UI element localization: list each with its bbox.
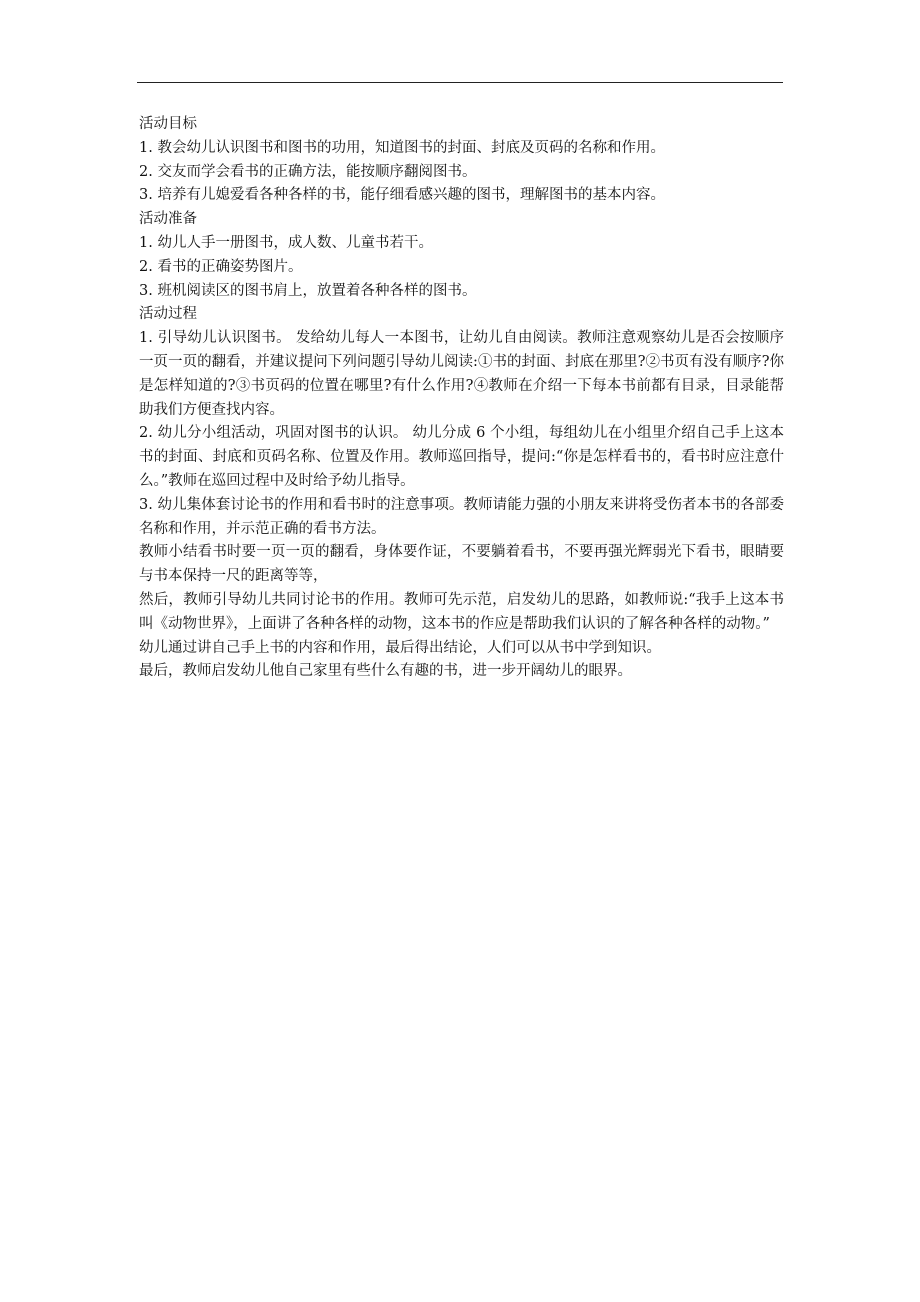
goal-item-2: 2. 交友而学会看书的正确方法，能按顺序翻阅图书。 [139,163,477,180]
goal-item-1: 1. 教会幼儿认识图书和图书的功用，知道图书的封面、封底及页码的名称和作用。 [139,139,665,156]
section-heading-goals: 活动目标 [139,116,197,132]
preparation-item-2: 2. 看书的正确姿势图片。 [139,258,303,275]
section-heading-preparation: 活动准备 [139,211,197,228]
process-summary: 教师小结看书时要一页一页的翻看，身体要作证，不要躺着看书，不要再强光辉弱光下看书，眼睛要与书本保持一尺的距离等等， [139,544,784,585]
process-item-1: 1. 引导幼儿认识图书。 发给幼儿每人一本图书，让幼儿自由阅读。教师注意观察幼儿是否会按顺序一页一页的翻看，并建议提问下列问题引导幼儿阅读:①书的封面、封底在那里?②书页有没有顺序?你是怎样知道的?③书页码的位置在哪里?有什么作用?④教师在介绍一下每本书前都有目录，目录能帮助我们方便查找内容。 [139,330,784,418]
preparation-item-1: 1. 幼儿人手一册图书，成人数、儿童书若干。 [139,234,433,251]
section-heading-process: 活动过程 [139,306,197,323]
process-discussion: 然后，教师引导幼儿共同讨论书的作用。教师可先示范，启发幼儿的思路，如教师说:“我手上这本书叫《动物世界》，上面讲了各种各样的动物，这本书的作应是帮助我们认识的了解各种各样的动物。” [139,591,784,632]
header-rule [137,82,783,83]
process-closing: 最后，教师启发幼儿他自己家里有些什么有趣的书，进一步开阔幼儿的眼界。 [139,663,632,680]
process-item-2: 2. 幼儿分小组活动，巩固对图书的认识。 幼儿分成 6 个小组，每组幼儿在小组里介绍自己手上这本书的封面、封底和页码名称、位置及作用。教师巡回指导，提问:“你是怎样看书的，看书时应注意什么。”教师在巡回过程中及时给予幼儿指导。 [139,425,784,489]
process-item-3: 3. 幼儿集体套讨论书的作用和看书时的注意事项。教师请能力强的小朋友来讲将受伤者本书的各部委名称和作用，并示范正确的看书方法。 [139,496,784,537]
document-body [139,113,784,684]
preparation-item-3: 3. 班机阅读区的图书肩上，放置着各种各样的图书。 [139,282,477,299]
goal-item-3: 3. 培养有儿媳爱看各种各样的书，能仔细看感兴趣的图书，理解图书的基本内容。 [139,187,665,204]
process-conclusion: 幼儿通过讲自己手上书的内容和作用，最后得出结论，人们可以从书中学到知识。 [139,639,661,656]
